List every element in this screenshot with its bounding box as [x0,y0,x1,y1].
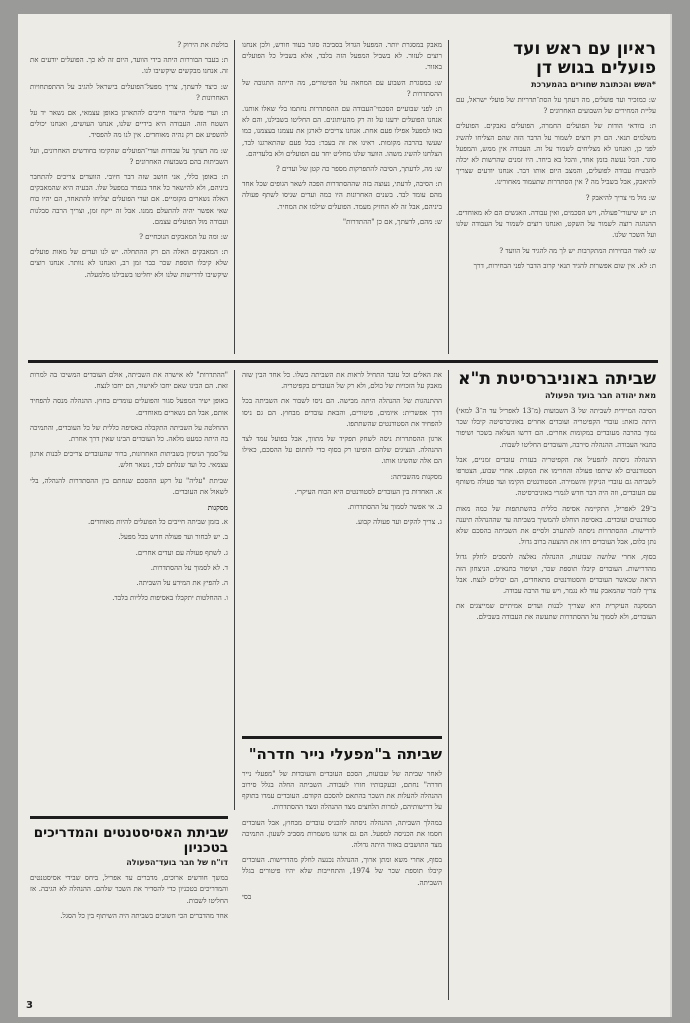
section-divider [28,360,658,363]
paragraph: ש: מהם, לדעתך, אם כן "ההתדרות" [342,217,442,226]
article2-body-left [30,370,228,498]
paragraph: בסוף, אחרי שלושה שבועות, ההנהלה נאלצה להסכים לחלק גדול מהדרישות. העובדים קיבלו תוספת שכר, ושיפור בתנאים. הניצחון הזה הראה שכאשר העובדים והסטודנטים מתאחדים, הם יכולים לנצח. אבל צריך לזכור שהמאבק עוד לא נגמר, ויש עוד הרבה עבודה. [456,553,656,596]
conclusions-list [30,517,228,604]
section-divider [30,816,228,819]
paragraph: ד. לא לסמוך על ההסתדרות. [150,563,228,572]
article1-subhead: *השש והכתובת שחורים בהמערכת [531,80,656,90]
article2-right-column [456,370,656,1010]
paragraph: ו. ההחלטות יתקבלו באסיפות כלליות בלבד. [112,594,228,603]
paragraph: המסקנה העיקרית היא שצריך לבנות ועדים אמיתיים שמייצגים את העובדים, ולא לסמוך על ההסתדרות שתעשה את העבודה בשבילם. [456,602,656,622]
section-divider [242,736,442,739]
paragraph: בולטת את הירוק ? [177,41,228,49]
article1-right-column [456,40,656,362]
paragraph: ש: כיצד לדעתך, צריך מפעל־הפועלים בישראל להגיב על ההתפתחויות האחרונות ? [30,82,228,102]
article2-middle-column [242,370,442,732]
paragraph: הסיבה המיידית לשביתה של 3 השבועות (מ־13 לאפריל עד ה־3 למאי) היתה כזאת: עובדי הקפיטריה ועובדים אחרים באוניברסיטה קיבלו שכר נמוך בהרבה מעובדים במקומות אחרים. הם דרשו העלאה בשכר ושיפור בתנאי העבודה. ההנהלה סירבה, והעובדים החליטו לשבות. [456,407,656,449]
paragraph: שביתת "עליה" על רקע ההסכם שנחתם בין ההסתדרות להנהלה, בלי לשאול את העובדים. [30,476,228,496]
page-number: 3 [26,1000,33,1011]
article3-column [242,746,442,1008]
paragraph: ת: הסיבה, לדעתי, נעוצה בזה שההסתדרות הפכה לשאר הגופים שכל אחד מהם עומד לבד. בשנים האחרונות היו כמה ועדים שניסו לשתף פעולה ביניהם, אבל זה לא החזיק מעמד. הפועלים שילמו את המחיר. [242,180,442,211]
paragraph: ת: ועדי פועלי הייצור חייבים להתארגן באופן עצמאי, אם נשאר יד על השטח הזה. העבודה היא בידיים שלנו, אנחנו העושים, ואנחנו יכולים להשפיע אם רק נהיה מאוחדים. אין לנו מה להפסיד. [30,109,228,140]
paragraph: מסקנות מהשביתה: [390,472,442,481]
paragraph: על־סמך הניסיון בשביתות האחרונות, ברור שהעובדים צריכים לבנות ארגון עצמאי. כל ועד שנלחם לבד, נשאר חלש. [30,450,228,470]
column-divider [448,370,449,1000]
paragraph: במשך חודשים ארוכים, מדברים עד אפריל, ביחס שבידי אסיסטנטים והמדריכים בטכניון כדי להסדיר את השכר שלהם. ההנהלה לא הגיבה. אז החליטו לשבות. [30,874,228,905]
paragraph: ה. להפיץ את המידע על השביתה. [136,579,228,588]
paragraph: במהלך השביתה, ההנהלה ניסתה להכניס עובדים מבחוץ, אבל העובדים חסמו את הכניסה למפעל. הם גם ארגנו משמרות מסביב לשעון. התמיכה מצד התושבים באזור היתה גדולה. [242,818,442,850]
paragraph: ב־29 לאפריל, התקיימה אסיפה כללית בהשתתפות של כמה מאות סטודנטים ועובדים. באסיפה הוחלט להמשיך בשביתה עד שההנהלה תיענה לדרישות. ההסתדרות ניסתה להתערב ולסיים את השביתה בהסכם שלא נתן כלום, אבל העובדים דחו את ההצעה ברוב גדול. [456,504,656,547]
column-divider [234,40,235,354]
paragraph: ש: מול מי צריך להיאבק ? [585,193,656,202]
paragraph: ת: בעבר הבוררות היתה בידי הוועד, היום זה לא כך. הפועלים יודעים את זה. אנחנו מבקשים שיקשיבו לנו. [30,56,228,76]
article2-left-column [30,370,228,810]
paragraph: ת: יש שיעורי־פעולה, ויש הסכמים, ואין עבודה. האנשים הם לא מאוחדים. ההנהגה רוצה לשמור על השקט, ואנחנו רוצים לשמור על העבודה שלנו ועל השכר שלנו. [456,208,656,240]
article2-body-right [456,406,656,624]
column-divider [448,40,449,354]
paragraph: ההנהלה ניסתה להפעיל את הקפיטריה בעזרת עובדים זמניים, אבל הסטודנטים לא שיתפו פעולה והחרימו את המקום. אחרי שבוע, הצטרפו לשביתה גם עובדי הניקיון והשמירה. הסטודנטים הקימו ועד פעולה משותף עם העובדים, וזה היה דבר חדש לגמרי באוניברסיטה. [456,455,656,498]
column-divider [234,370,235,810]
paragraph: ההתנהגות של ההנהלה היתה מבישה. הם ניסו לשבור את השביתה בכל דרך אפשרית: איומים, פיטורים, והבאת עובדים מבחוץ. הם גם ניסו להפחיד את הסטודנטים שהשתתפו. [242,397,442,428]
conclusions-title: מסקנות [207,503,228,513]
article2-headline: שביתה באוניברסיטת ת"א [458,370,656,389]
paragraph: ב. אי אפשר לסמוך על ההסתדרות. [347,503,442,512]
article4-column [30,826,228,1006]
article3-headline: שביתה ב"מפעלי נייר חדרה" [248,746,442,763]
paragraph: "ההתדרות" לא אישרה את השביתה, אולם העובדים המשיכו בה למרות זאת. הם הבינו שאם יחכו לאישור, הם יחכו לנצח. [30,371,228,391]
paragraph: א. האחדות בין העובדים לסטודנטים היא הכוח העיקרי. [294,487,442,496]
article1-body-right [456,95,656,272]
paragraph: ש: ומה על המאבקים הנוכחיים ? [139,233,228,242]
article4-subhead: דו"ח של חבר בועד־הפעולה [126,858,228,868]
article2-body-middle [242,370,442,528]
article2-subhead: מאת יהודה חבר בועד הפעולה [544,391,656,401]
paragraph: ג. לשתף פעולה עם ועדים אחרים. [135,548,228,557]
article4-headline: שביתת האסיסטנטים והמדריכים בטכניון [33,826,228,857]
article1-middle-column [242,40,442,358]
article1-body-middle [242,40,442,228]
paragraph: ש: מה, לדעתך, הסיבה להתפרקות מספר כה קטן של ועדים ? [276,165,442,174]
paragraph: מאבק במסגרת יותר. המפעל הגדול בסביבה סוגר בעוד חודש, ולכן אנחנו רוצים לעזור. לא בשביל המפעל הזה בלבד, אלא בשביל כל הפועלים באזור. [242,41,442,72]
paragraph: באופן ישיר המפעל סגור והפועלים עומדים בחוץ. ההנהלה מנסה להפחיד אותם, אבל הם נשארים מאוחדים. [30,397,228,417]
article1-headline: ראיון עם ראש ועד פועלים בגוש דן [513,40,656,79]
paragraph: ת: לא. אין שום אפשרות להגיד תנאי קרוב הדבר לפני הבחירות, דרך [473,261,656,270]
paragraph: ת: לפני שבועיים הסכמי־העבודה עם ההסתדרות נחתמו בלי שאלו אותנו. אנחנו הפועלים ידענו על זה רק מהעיתונים. הם החליטו בשבילנו, והם לא באו למפעל אפילו פעם אחת. אנחנו צריכים לארגן את עצמנו בעצמנו, כמו שעשו בהרבה מקומות. ראינו את זה בעבר: בכל פעם שהתארגנו לבד, הצלחנו להשיג משהו. הוועד שלנו מחליט יחד עם הפועלים ולא בלעדיהם. [242,105,442,158]
paragraph: בסוף, אחרי משא ומתן ארוך, ההנהלה נכנעה לחלק מהדרישות. העובדים קיבלו תוספת שכר של 1974, והתחייבות שלא יהיו פיטורים בגלל השביתה. [242,856,442,887]
newspaper-page [18,14,670,1017]
paragraph: ש: לאור הבחירות המתקרבות יש לך מה להגיד על הוועד ? [499,246,656,255]
article1-body-left [30,40,228,281]
paragraph: ג. צריך להקים ועד פעולה קבוע. [355,518,442,527]
article4-body [30,873,228,922]
paragraph: ש: מה דעתך על עבודות ועדי־הפועלים שהקימו בחודשים האחרונים, ועל השביתות בהם בשבועות האחרונים ? [30,146,228,166]
paragraph: ארגון ההסתדרות ניסה לשחק תפקיד של מתווך, אבל בפועל עמד לצד ההנהלה. הנציגים שלהם הופיעו רק בסוף כדי לחתום על ההסכם, כאילו הם אלה שהשיגו אותו. [242,435,442,466]
article3-signature: בסי [242,892,252,901]
article3-body [242,769,442,889]
paragraph: ת: באופן כללי, אני חושב שזה דבר חיובי. הוועדים צריכים להתחבר ביניהם, ולא להישאר כל אחד בנפרד במפעל שלו. הבעיה היא שהמאבקים האלה נשארים מקומיים. אם ועדי הפועלים יצליחו להתאחד, הם יהיו כוח שאי אפשר יהיה להתעלם ממנו. אבל זה ייקח זמן, וצריך הרבה סבלנות ועבודה מול הפועלים עצמם. [30,173,228,226]
paragraph: את האלים וכל עובד התחיל לראות את השביתה כשלו. כל אחד הבין שזה מאבק על הזכויות של כולם, ולא רק של העובדים בקפיטריה. [242,371,442,391]
paragraph: ת: בוודאי הודות של הפועלים החמרה, הפועלים נאבקים. הפועלים משלמים תנאי. הם רק רוצים לשמור על הדבר הזה שהם הצליחו להשיג לפני כן, ואנחנו לא מצליחים לשמור על זה. העבודה אין ממש, והמפעל סוגר. הכל נעשה בזמן אחד, והכל בא ביחד. היו זמנים שהרשות לא יכלה להבטיח עבודה לפועלים, והמצב היום אותו דבר. אנחנו יודעים שצריך להיאבק, אבל בשביל מה ? אין הסתדרות שתעמוד מאחורינו. [456,122,656,187]
paragraph: אחד מהדברים הכי חשובים בשביתה היה השיתוף בין כל הסגל. [60,911,228,920]
paragraph: לאחר שביתה של שבועות, הסכם העובדים והעובדות של "מפעלי נייר חדרה" נחתם, ובעקבותיו חזרו לעבודה. השביתה החלה בגלל סירוב ההנהלה להעלות את השכר בהתאם להסכם הקודם. העובדים עמדו בתוקף על דרישותיהם, למרות הלחצים מצד ההנהלה ומצד ההסתדרות. [242,769,442,812]
paragraph: ש: כמזכיר ועד פועלים, מה דעתך על הסת־תדריות של פועלי ישראל, עם עליית המחירים של השבועים האחרונים ? [456,96,656,116]
paragraph: ת: המאבקים האלה הם רק ההתחלה. יש לנו ועדים של מאות פועלים שלא קיבלו תוספת שכר כבר זמן רב, ואנחנו לא נוותר. אנחנו רוצים שיקשיבו לדרישות שלנו ולא יחליטו בשבילנו מלמעלה. [30,248,228,279]
article1-left-column [30,40,228,358]
paragraph: ב. יש לבחור ועד פעולה חדש בכל מפעל. [118,533,228,542]
paragraph: א. בזמן שביתה חייבים כל הפועלים להיות מאוחדים. [87,518,228,527]
paragraph: ההחלטה על השביתה התקבלה באסיפה כללית של כל העובדים, והתמיכה בה היתה כמעט מלאה. כל העובדים הבינו שאין דרך אחרת. [30,423,228,444]
paragraph: ש: במסגרת השבוע עם המחאה על הפיטורים, מה הייתה התגובה של ההסתדרות ? [242,78,442,98]
